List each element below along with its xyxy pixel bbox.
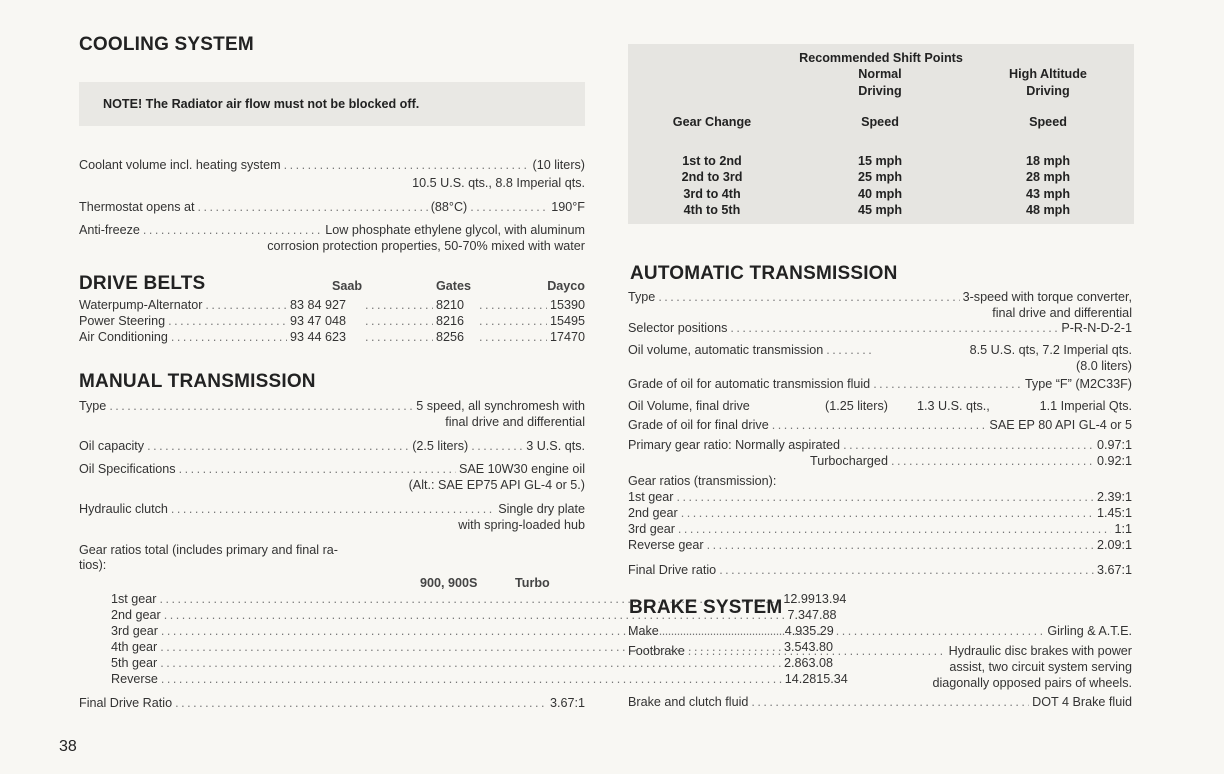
belt-row [79,297,585,313]
footbrake-value3: diagonally opposed pairs of wheels. [932,676,1132,690]
oil-cap-liters: (2.5 liters) [412,439,469,453]
coolant-label: Coolant volume incl. heating system [79,158,281,172]
shift-speed: Speed [861,115,899,129]
clutch-row [79,501,585,517]
belt-gates: 8216 [435,314,465,328]
gear-header-std: 900, 900S [420,576,478,590]
manual-gear-row [111,671,848,687]
gear-label: Reverse [111,672,158,686]
belt-gates: 8256 [435,330,465,344]
auto-type-row [628,289,1132,305]
manual-type-row [79,398,585,414]
coolant-row [79,157,585,173]
belt-saab: 93 44 623 [290,330,347,344]
shift-gear-change: Gear Change [672,115,752,129]
thermostat-label: Thermostat opens at [79,200,195,214]
belt-label: Air Conditioning [79,330,168,344]
shift-title: Recommended Shift Points [799,51,963,65]
gear-std: 7.34 [787,608,813,622]
turbo-value: 0.92:1 [1096,454,1132,468]
turbo-row [810,453,1132,469]
auto-gear-name: Reverse gear [628,538,704,552]
shift-high-speed: 18 mph [1025,154,1071,168]
auto-gear-row [628,537,1132,553]
gear-std: 4.93 [784,624,810,638]
grade-value: Type “F” (M2C33F) [1024,377,1132,391]
cooling-title: COOLING SYSTEM [79,34,254,55]
gear-turbo: 3.80 [808,640,834,654]
turbo-label: Turbocharged [810,454,888,468]
gear-turbo: 3.08 [808,656,834,670]
manual-gear-row [111,655,834,671]
shift-normal-speed: 45 mph [857,203,903,217]
shift-high-speed: 48 mph [1025,203,1071,217]
auto-gear-row [628,489,1132,505]
shift-high-speed: 43 mph [1025,187,1071,201]
belt-label: Waterpump-Alternator [79,298,203,312]
shift-normal: Normal [858,67,902,81]
shift-gear: 2nd to 3rd [681,170,743,184]
shift-high2: Driving [1026,84,1070,98]
grade-row [628,376,1132,392]
belt-row [79,313,585,329]
clutch-value: Single dry plate [498,502,585,516]
footbrake-row [628,643,1132,659]
manual-oil-spec-row [79,461,585,477]
manual-type-label: Type [79,399,107,413]
final-vol-imp: 1.1 Imperial Qts. [1039,399,1132,413]
grade-label: Grade of oil for automatic transmission fluid [628,377,871,391]
thermostat-f: 190°F [551,200,585,214]
auto-final-label: Final Drive ratio [628,563,717,577]
selector-row [628,320,1132,336]
oil-spec-value: SAE 10W30 engine oil [458,462,585,476]
auto-gear-label: Gear ratios (transmission): [628,474,777,488]
primary-value: 0.97:1 [1096,438,1132,452]
antifreeze-row [79,222,585,238]
auto-oil-vol-value: 8.5 U.S. qts, 7.2 Imperial qts. [969,343,1132,357]
manual-final-value: 3.67:1 [549,696,585,710]
oil-spec-value2: (Alt.: SAE EP75 API GL-4 or 5.) [408,478,585,492]
belt-saab: 83 84 927 [290,298,347,312]
footbrake-label: Footbrake [628,644,685,658]
gear-label: 1st gear [111,592,157,606]
auto-gear-value: 2.39:1 [1096,490,1132,504]
auto-oil-vol-row [628,342,1132,358]
final-vol-qts: 1.3 U.S. qts., [917,399,990,413]
primary-row [628,437,1132,453]
fluid-value: DOT 4 Brake fluid [1032,695,1132,709]
auto-final-row [628,562,1132,578]
manual-oil-cap-row [79,438,585,454]
gear-total-label2: tios): [79,558,107,572]
auto-oil-vol-value2: (8.0 liters) [1076,359,1132,373]
gear-label: 2nd gear [111,608,161,622]
gear-turbo: 15.34 [816,672,848,686]
auto-gear-name: 1st gear [628,490,674,504]
manual-gear-row [111,591,847,607]
shift-high: High Altitude [1009,67,1087,81]
fluid-row [628,694,1132,710]
auto-gear-value: 2.09:1 [1096,538,1132,552]
gear-turbo: 5.29 [809,624,834,638]
gear-label: 4th gear [111,640,158,654]
shift-gear: 1st to 2nd [682,154,742,168]
gear-label: 5th gear [111,656,158,670]
brake-make-value: Girling & A.T.E. [1047,624,1132,638]
auto-type-label: Type [628,290,656,304]
coolant-value: (10 liters) [532,158,585,172]
auto-final-value: 3.67:1 [1096,563,1132,577]
manual-type-value2: final drive and differential [445,415,585,429]
clutch-label: Hydraulic clutch [79,502,168,516]
belts-title: DRIVE BELTS [79,273,206,294]
shift-high-speed: 28 mph [1025,170,1071,184]
shift-gear: 4th to 5th [683,203,741,217]
cooling-note: NOTE! The Radiator air flow must not be blocked off. [79,82,585,126]
belt-gates: 8210 [435,298,465,312]
thermostat-c: (88°C) [430,200,468,214]
final-vol-liters: (1.25 liters) [825,399,888,413]
auto-gear-row [628,521,1132,537]
final-grade-label: Grade of oil for final drive [628,418,769,432]
gear-std: 12.99 [783,592,815,606]
auto-gear-row [628,505,1132,521]
footbrake-value2: assist, two circuit system serving [949,660,1132,674]
shift-speed2: Speed [1029,115,1067,129]
shift-normal-speed: 25 mph [857,170,903,184]
auto-type-value: 3-speed with torque converter, [962,290,1132,304]
oil-cap-label: Oil capacity [79,439,145,453]
auto-title: AUTOMATIC TRANSMISSION [630,263,898,284]
manual-type-value: 5 speed, all synchromesh with [416,399,585,413]
manual-final-row [79,695,585,711]
oil-cap-qts: 3 U.S. qts. [526,439,585,453]
auto-oil-vol-label: Oil volume, automatic transmission [628,343,824,357]
gear-label: 3rd gear [111,624,158,638]
gear-std: 2.86 [784,656,809,670]
auto-type-value2: final drive and differential [992,306,1132,320]
antifreeze-value2: corrosion protection properties, 50-70% mixed with water [267,239,585,253]
footbrake-value: Hydraulic disc brakes with power [948,644,1132,658]
gear-header-turbo: Turbo [515,576,550,590]
belts-header-dayco: Dayco [547,279,585,293]
shift-gear: 3rd to 4th [683,187,741,201]
belts-header-saab: Saab [332,279,363,293]
page-number: 38 [59,738,77,755]
belt-dayco: 15390 [549,298,585,312]
fluid-label: Brake and clutch fluid [628,695,749,709]
thermostat-row [79,199,585,215]
belt-saab: 93 47 048 [290,314,347,328]
shift-normal2: Driving [858,84,902,98]
selector-value: P-R-N-D-2-1 [1061,321,1132,335]
belts-header-gates: Gates [436,279,472,293]
belt-dayco: 17470 [549,330,585,344]
gear-std: 3.54 [784,640,809,654]
clutch-value2: with spring-loaded hub [458,518,585,532]
gear-std: 14.28 [784,672,817,686]
shift-points-table [628,44,1134,224]
belt-row [79,329,585,345]
shift-normal-speed: 15 mph [857,154,903,168]
brake-make-row [628,623,1132,639]
auto-gear-value: 1.45:1 [1096,506,1132,520]
selector-label: Selector positions [628,321,728,335]
belt-label: Power Steering [79,314,166,328]
final-grade-value: SAE EP 80 API GL-4 or 5 [989,418,1132,432]
brake-make-label: Make [628,624,659,638]
shift-normal-speed: 40 mph [857,187,903,201]
gear-total-label: Gear ratios total (includes primary and final ra- [79,543,338,557]
auto-gear-name: 3rd gear [628,522,675,536]
gear-turbo: 13.94 [814,592,847,606]
auto-gear-name: 2nd gear [628,506,678,520]
manual-title: MANUAL TRANSMISSION [79,371,316,392]
auto-gear-value: 1:1 [1114,522,1132,536]
antifreeze-value: Low phosphate ethylene glycol, with aluminum [325,223,585,237]
brake-title: BRAKE SYSTEM [629,597,783,618]
gear-turbo: 7.88 [812,608,837,622]
oil-spec-label: Oil Specifications [79,462,176,476]
manual-final-label: Final Drive Ratio [79,696,173,710]
belt-dayco: 15495 [549,314,585,328]
final-grade-row [628,417,1132,433]
final-vol-label: Oil Volume, final drive [628,399,750,413]
antifreeze-label: Anti-freeze [79,223,140,237]
coolant-value2: 10.5 U.S. qts., 8.8 Imperial qts. [412,176,585,190]
primary-label: Primary gear ratio: Normally aspirated [628,438,841,452]
